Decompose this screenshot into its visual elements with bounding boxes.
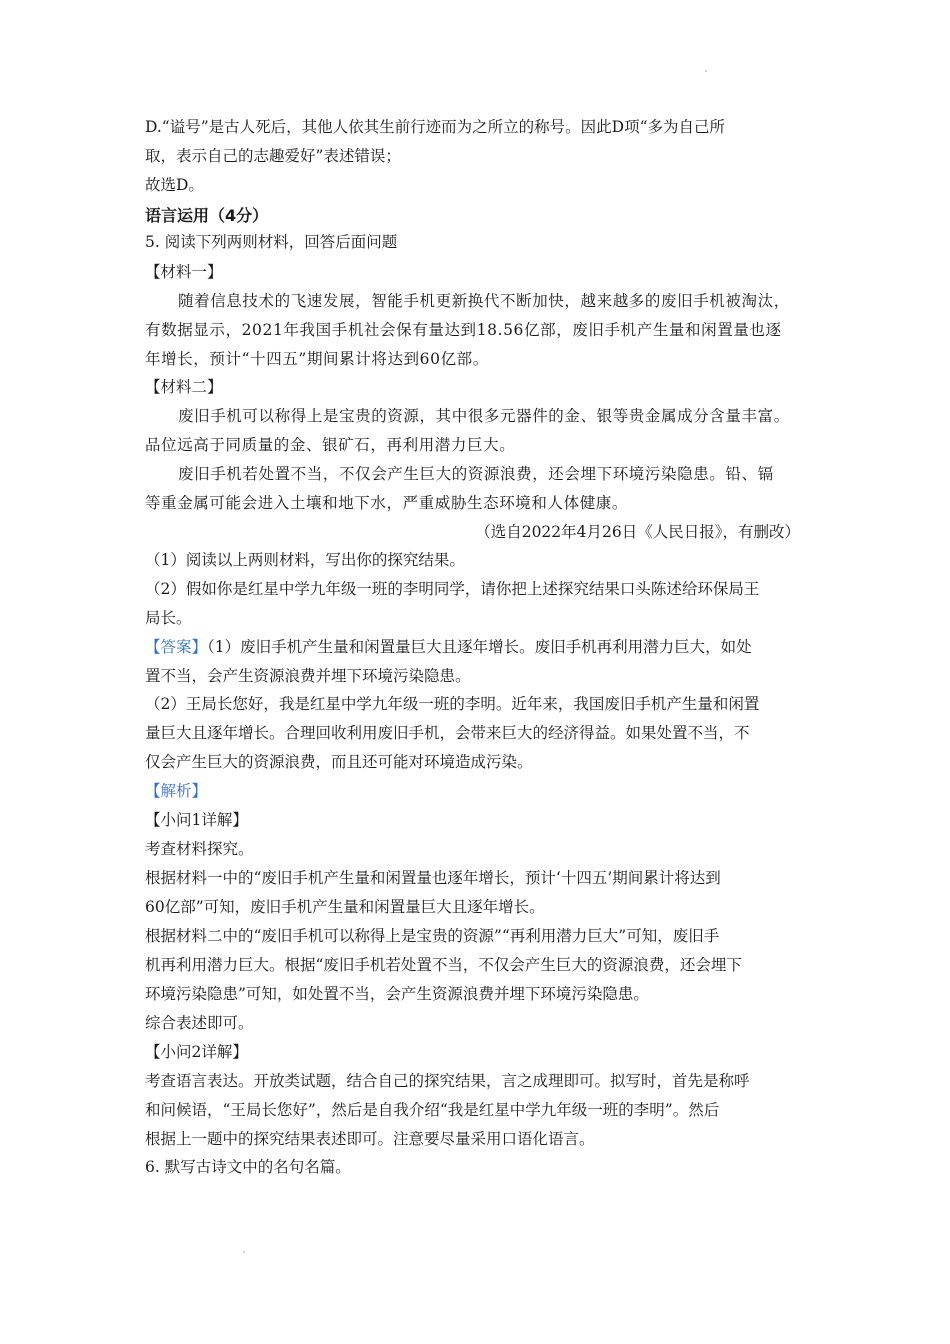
answer-label: 【答案】 — [145, 638, 208, 656]
text-line: 根据材料一中的“废旧手机产生量和闲置量也逐年增长，预计‘十四五’期间累计将达到 — [145, 869, 721, 887]
question-title: 6. 默写古诗文中的名句名篇。 — [145, 1158, 351, 1176]
text-line: 综合表述即可。 — [145, 1014, 254, 1032]
text-line: 和问候语，“王局长您好”，然后是自我介绍“我是红星中学九年级一班的李明”。然后 — [145, 1101, 720, 1119]
text-line: 环境污染隐患”可知，如处置不当，会产生资源浪费并埋下环境污染隐患。 — [145, 985, 649, 1003]
answer-line — [145, 637, 752, 657]
source-citation: （选自2022年4月26日《人民日报》，有删改） — [475, 523, 800, 541]
scan-dot — [243, 1251, 245, 1253]
text-line: 年增长，预计“十四五”期间累计将达到60亿部。 — [145, 350, 489, 368]
text-line: 考查语言表达。开放类试题，结合自己的探究结果，言之成理即可。拟写时，首先是称呼 — [145, 1072, 750, 1090]
analysis-label: 【解析】 — [145, 782, 208, 800]
sub-question: （1）阅读以上两则材料，写出你的探究结果。 — [145, 551, 465, 569]
material-label: 【材料一】 — [145, 263, 223, 281]
text-line: 品位远高于同质量的金、银矿石，再利用潜力巨大。 — [145, 436, 516, 454]
text-line: D.“谥号”是古人死后，其他人依其生前行迹而为之所立的称号。因此D项“多为自己所 — [145, 118, 726, 136]
text-line: 有数据显示，2021年我国手机社会保有量达到18.56亿部，废旧手机产生量和闲置量也逐 — [145, 321, 782, 339]
sub-heading: 【小问1详解】 — [145, 811, 248, 829]
answer-text: （1）废旧手机产生量和闲置量巨大且逐年增长。废旧手机再利用潜力巨大，如处 — [207, 638, 752, 656]
text-line: 取，表示自己的志趣爱好”表述错误； — [145, 147, 401, 165]
text-line: 量巨大且逐年增长。合理回收利用废旧手机，会带来巨大的经济得益。如果处置不当，不 — [145, 724, 750, 742]
scan-dot — [705, 70, 707, 72]
text-line: 根据材料二中的“废旧手机可以称得上是宝贵的资源”“再利用潜力巨大”可知，废旧手 — [145, 927, 720, 945]
text-line: 废旧手机可以称得上是宝贵的资源，其中很多元器件的金、银等贵金属成分含量丰富。 — [178, 407, 790, 425]
section-heading: 语言运用（4分） — [145, 206, 269, 225]
sub-question: （2）假如你是红星中学九年级一班的李明同学，请你把上述探究结果口头陈述给环保局王 — [145, 580, 760, 598]
text-line: （2）王局长您好，我是红星中学九年级一班的李明。近年来，我国废旧手机产生量和闲置 — [145, 695, 760, 713]
text-line: 考查材料探究。 — [145, 840, 254, 858]
text-line: 仅会产生巨大的资源浪费，而且还可能对环境造成污染。 — [145, 753, 533, 771]
text-line: 局长。 — [145, 609, 192, 627]
material-label: 【材料二】 — [145, 378, 223, 396]
text-line: 废旧手机若处置不当，不仅会产生巨大的资源浪费，还会埋下环境污染隐患。铅、镉 — [178, 465, 774, 483]
sub-heading: 【小问2详解】 — [145, 1043, 248, 1061]
text-line: 机再利用潜力巨大。根据“废旧手机若处置不当，不仅会产生巨大的资源浪费，还会埋下 — [145, 956, 742, 974]
text-line: 故选D。 — [145, 176, 204, 194]
text-line: 等重金属可能会进入土壤和地下水，严重威胁生态环境和人体健康。 — [145, 494, 629, 512]
text-line: 随着信息技术的飞速发展，智能手机更新换代不断加快，越来越多的废旧手机被淘汰， — [178, 292, 790, 310]
text-line: 根据上一题中的探究结果表述即可。注意要尽量采用口语化语言。 — [145, 1130, 595, 1148]
text-line: 60亿部”可知，废旧手机产生量和闲置量巨大且逐年增长。 — [145, 898, 545, 916]
question-title: 5. 阅读下列两则材料，回答后面问题 — [145, 233, 398, 251]
text-line: 置不当，会产生资源浪费并埋下环境污染隐患。 — [145, 667, 471, 685]
